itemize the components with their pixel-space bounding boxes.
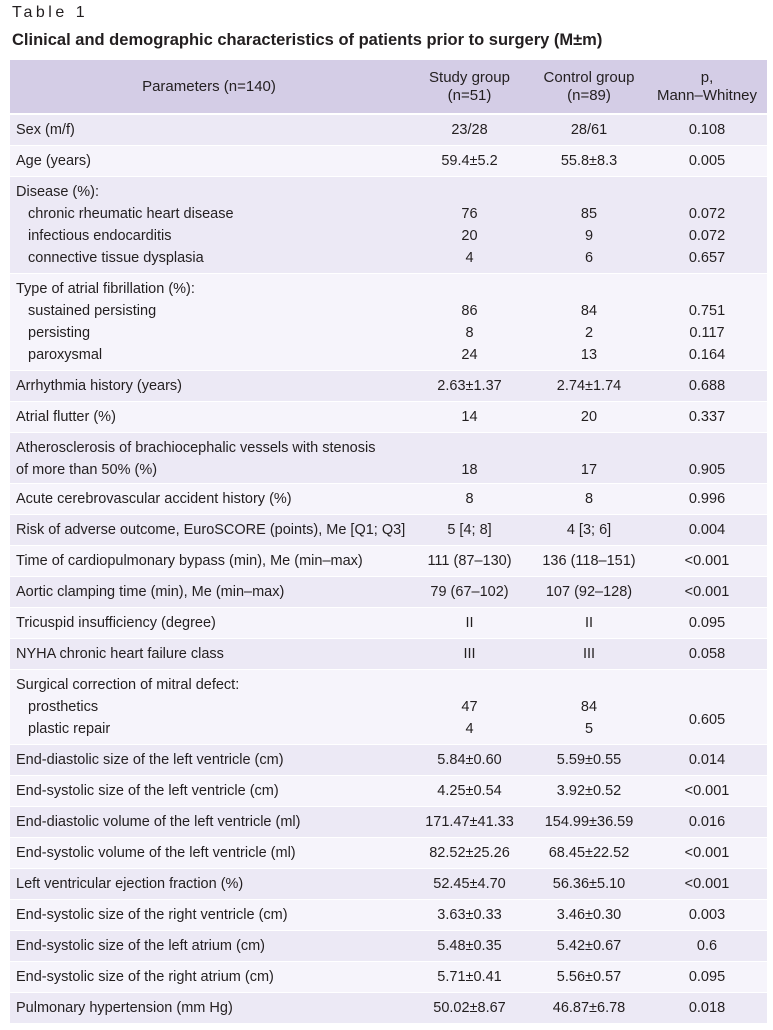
control-values: 84 2 13: [531, 274, 647, 371]
p-value: <0.001: [647, 577, 767, 608]
study-value: 82.52±25.26: [408, 838, 531, 869]
p-value: 0.018: [647, 993, 767, 1024]
col-header-parameters: Parameters (n=140): [10, 60, 408, 114]
control-value: 8: [531, 484, 647, 515]
p-value: 0.014: [647, 745, 767, 776]
row-label: Sex (m/f): [10, 114, 408, 146]
study-value: 79 (67–102): [408, 577, 531, 608]
study-value: II: [408, 608, 531, 639]
row-label: End-systolic size of the right ventricle (cm): [10, 900, 408, 931]
row-label: Tricuspid insufficiency (degree): [10, 608, 408, 639]
study-value: 59.4±5.2: [408, 146, 531, 177]
study-value: 111 (87–130): [408, 546, 531, 577]
p-value: 0.095: [647, 608, 767, 639]
p-value: 0.016: [647, 807, 767, 838]
control-value: 136 (118–151): [531, 546, 647, 577]
row-label: Atrial flutter (%): [10, 402, 408, 433]
row-label: End-systolic size of the right atrium (cm): [10, 962, 408, 993]
p-values: 0.751 0.117 0.164: [647, 274, 767, 371]
row-label: End-systolic size of the left atrium (cm): [10, 931, 408, 962]
table-row: [10, 114, 767, 146]
control-value: 5.56±0.57: [531, 962, 647, 993]
p-value: 0.108: [647, 114, 767, 146]
table-row: [10, 931, 767, 962]
control-value: 5.42±0.67: [531, 931, 647, 962]
study-values: 47 4: [408, 670, 531, 745]
row-label: Atherosclerosis of brachiocephalic vessels with stenosis of more than 50% (%): [10, 433, 408, 484]
study-value: 50.02±8.67: [408, 993, 531, 1024]
p-value: 0.095: [647, 962, 767, 993]
control-value: 56.36±5.10: [531, 869, 647, 900]
p-value: <0.001: [647, 869, 767, 900]
study-value: 23/28: [408, 114, 531, 146]
col-header-p: p, Mann–Whitney: [647, 60, 767, 114]
study-value: 171.47±41.33: [408, 807, 531, 838]
row-label: Disease (%): chronic rheumatic heart disease infectious endocarditis connective tissue dysplasia: [10, 177, 408, 274]
table-row: [10, 869, 767, 900]
row-label: Type of atrial fibrillation (%): sustained persisting persisting paroxysmal: [10, 274, 408, 371]
table-row: [10, 807, 767, 838]
row-label: Risk of adverse outcome, EuroSCORE (points), Me [Q1; Q3]: [10, 515, 408, 546]
study-value: 4.25±0.54: [408, 776, 531, 807]
p-value: 0.005: [647, 146, 767, 177]
control-value: 20: [531, 402, 647, 433]
row-label: NYHA chronic heart failure class: [10, 639, 408, 670]
p-value: 0.058: [647, 639, 767, 670]
p-value: <0.001: [647, 838, 767, 869]
study-value: 2.63±1.37: [408, 371, 531, 402]
table-row: [10, 546, 767, 577]
table-row: [10, 776, 767, 807]
p-value: 0.003: [647, 900, 767, 931]
table-row: [10, 639, 767, 670]
p-value: 0.6: [647, 931, 767, 962]
row-label: Pulmonary hypertension (mm Hg): [10, 993, 408, 1024]
col-header-study: Study group (n=51): [408, 60, 531, 114]
table-row: [10, 433, 767, 484]
table-row: [10, 745, 767, 776]
study-value: 18: [408, 433, 531, 484]
control-value: 46.87±6.78: [531, 993, 647, 1024]
p-value: 0.996: [647, 484, 767, 515]
p-value: <0.001: [647, 776, 767, 807]
study-value: 8: [408, 484, 531, 515]
table-row: [10, 402, 767, 433]
control-value: 68.45±22.52: [531, 838, 647, 869]
row-label: Arrhythmia history (years): [10, 371, 408, 402]
row-label: End-systolic volume of the left ventricle (ml): [10, 838, 408, 869]
control-value: 2.74±1.74: [531, 371, 647, 402]
row-label: Acute cerebrovascular accident history (%): [10, 484, 408, 515]
p-value: 0.337: [647, 402, 767, 433]
row-label: End-diastolic volume of the left ventricle (ml): [10, 807, 408, 838]
control-value: 55.8±8.3: [531, 146, 647, 177]
control-value: 17: [531, 433, 647, 484]
table-row: [10, 993, 767, 1024]
table-row: [10, 962, 767, 993]
control-value: 3.92±0.52: [531, 776, 647, 807]
row-label: End-systolic size of the left ventricle (cm): [10, 776, 408, 807]
table-row: [10, 515, 767, 546]
p-value: 0.605: [647, 670, 767, 745]
study-values: 86 8 24: [408, 274, 531, 371]
row-label: End-diastolic size of the left ventricle (cm): [10, 745, 408, 776]
control-values: 85 9 6: [531, 177, 647, 274]
study-value: 3.63±0.33: [408, 900, 531, 931]
p-value: 0.688: [647, 371, 767, 402]
p-value: <0.001: [647, 546, 767, 577]
table-row: [10, 371, 767, 402]
p-values: 0.072 0.072 0.657: [647, 177, 767, 274]
p-value: 0.905: [647, 433, 767, 484]
control-values: 84 5: [531, 670, 647, 745]
study-value: 5.71±0.41: [408, 962, 531, 993]
table-row: [10, 177, 767, 274]
table-label: Table 1: [12, 4, 89, 21]
row-label: Time of cardiopulmonary bypass (min), Me (min–max): [10, 546, 408, 577]
control-value: III: [531, 639, 647, 670]
row-label: Left ventricular ejection fraction (%): [10, 869, 408, 900]
header-row: [10, 60, 767, 114]
control-value: 28/61: [531, 114, 647, 146]
table-title: Clinical and demographic characteristics of patients prior to surgery (M±m): [12, 31, 603, 49]
table-row: [10, 670, 767, 745]
table-row: [10, 900, 767, 931]
study-value: 5.84±0.60: [408, 745, 531, 776]
table-row: [10, 608, 767, 639]
study-value: III: [408, 639, 531, 670]
control-value: 154.99±36.59: [531, 807, 647, 838]
control-value: II: [531, 608, 647, 639]
table-row: [10, 577, 767, 608]
study-values: 76 20 4: [408, 177, 531, 274]
characteristics-table: [10, 60, 767, 1024]
table-row: [10, 274, 767, 371]
table-row: [10, 146, 767, 177]
row-label: Age (years): [10, 146, 408, 177]
study-value: 14: [408, 402, 531, 433]
study-value: 5.48±0.35: [408, 931, 531, 962]
table-row: [10, 484, 767, 515]
control-value: 107 (92–128): [531, 577, 647, 608]
p-value: 0.004: [647, 515, 767, 546]
control-value: 3.46±0.30: [531, 900, 647, 931]
row-label: Aortic clamping time (min), Me (min–max): [10, 577, 408, 608]
study-value: 5 [4; 8]: [408, 515, 531, 546]
col-header-control: Control group (n=89): [531, 60, 647, 114]
control-value: 4 [3; 6]: [531, 515, 647, 546]
control-value: 5.59±0.55: [531, 745, 647, 776]
row-label: Surgical correction of mitral defect: prosthetics plastic repair: [10, 670, 408, 745]
table-row: [10, 838, 767, 869]
study-value: 52.45±4.70: [408, 869, 531, 900]
